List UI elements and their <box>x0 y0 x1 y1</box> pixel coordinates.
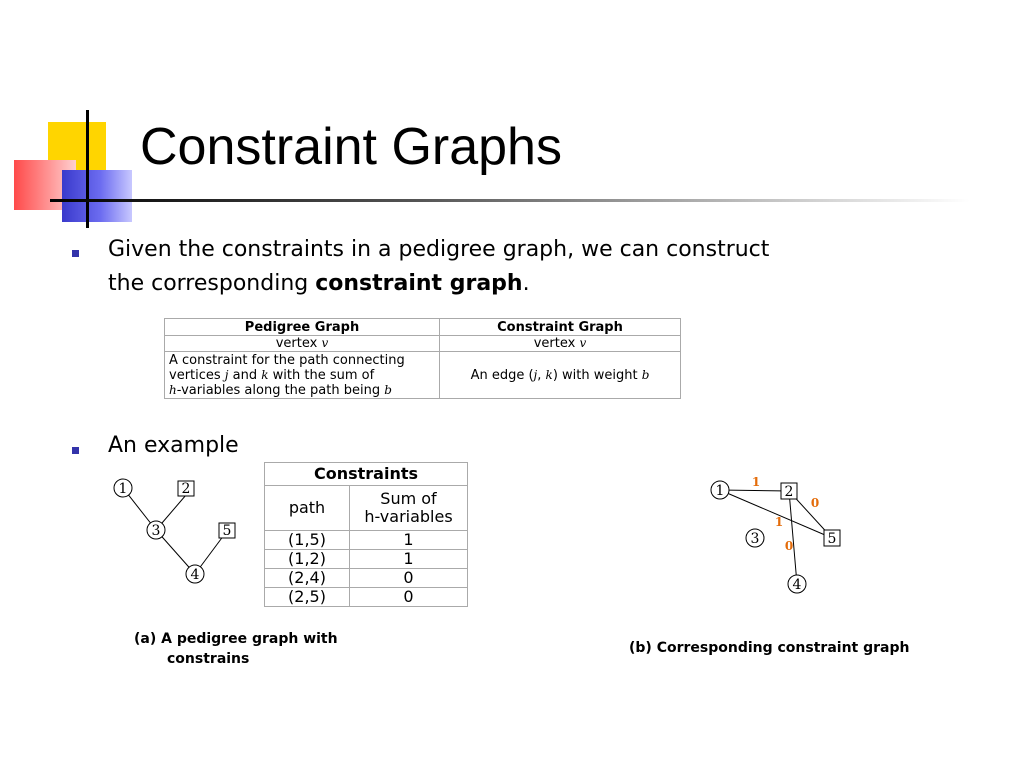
node-2-label: 2 <box>181 481 191 497</box>
path-cell: (2,4) <box>265 569 350 588</box>
cell-line <box>169 368 435 383</box>
var-b: b <box>384 382 392 397</box>
logo-blue-square <box>62 170 132 222</box>
var-j: j <box>533 367 538 382</box>
path-cell: (2,5) <box>265 588 350 607</box>
bullet-text-2: An example <box>108 433 239 458</box>
sum-cell: 0 <box>350 569 468 588</box>
relation-header-constraint: Constraint Graph <box>440 319 681 336</box>
node-3-label: 3 <box>750 531 760 547</box>
edge-label-1-5: 1 <box>774 515 784 529</box>
var-b: b <box>641 367 650 382</box>
bullet-1-suffix: . <box>522 271 530 296</box>
caption-a-line-2: constrains <box>167 651 250 667</box>
bullet-1-line-2 <box>108 267 769 301</box>
col-header-sum-line: Sum of <box>380 489 437 508</box>
relation-table <box>164 318 681 399</box>
pedigree-graph <box>100 472 250 592</box>
node-5-label: 5 <box>827 531 837 547</box>
caption-b: (b) Corresponding constraint graph <box>629 640 910 656</box>
caption-a-line-1: (a) A pedigree graph with <box>134 631 338 647</box>
node-4-label: 4 <box>792 577 802 593</box>
constraints-table <box>264 462 468 607</box>
edge-label-2-5: 0 <box>810 496 820 510</box>
node-3-label: 3 <box>151 523 161 539</box>
cell-text: and <box>228 367 262 383</box>
bullet-text-1 <box>108 233 769 301</box>
bullet-marker <box>72 447 79 454</box>
path-cell: (1,2) <box>265 550 350 569</box>
cell-line <box>169 383 435 398</box>
edge-label-2-4: 0 <box>784 539 794 553</box>
table-row <box>265 550 468 569</box>
sum-cell: 1 <box>350 550 468 569</box>
bullet-1-prefix: the corresponding <box>108 271 316 296</box>
table-row <box>265 588 468 607</box>
relation-cell <box>440 352 681 399</box>
node-1-label: 1 <box>118 481 128 497</box>
logo-vertical-line <box>86 110 89 228</box>
edge-1-2 <box>720 490 789 491</box>
bullet-1-bold: constraint graph <box>315 271 523 296</box>
cell-text: ) with weight <box>552 367 642 383</box>
var-h: h <box>169 382 177 397</box>
relation-cell <box>165 352 440 399</box>
cell-text: vertex <box>533 336 580 351</box>
var-v: v <box>579 336 587 350</box>
relation-cell <box>165 336 440 352</box>
cell-line: A constraint for the path connecting <box>169 352 405 368</box>
slide-title: Constraint Graphs <box>140 118 562 176</box>
cell-text: -variables along the path being <box>176 382 385 398</box>
var-k: k <box>261 367 269 382</box>
col-header-sum-line: h-variables <box>364 507 453 526</box>
bullet-1-line-1: Given the constraints in a pedigree graph, we can construct <box>108 237 770 262</box>
table-row <box>265 531 468 550</box>
sum-cell: 1 <box>350 531 468 550</box>
var-j: j <box>224 367 229 382</box>
relation-header-pedigree: Pedigree Graph <box>165 319 440 336</box>
var-v: v <box>321 336 329 350</box>
bullet-marker <box>72 250 79 257</box>
node-4-label: 4 <box>190 567 200 583</box>
node-2-label: 2 <box>784 484 794 500</box>
caption-a <box>134 629 338 669</box>
sum-cell: 0 <box>350 588 468 607</box>
col-header-sum <box>350 486 468 531</box>
cell-text: vertex <box>275 336 322 351</box>
title-underline <box>50 199 970 202</box>
col-header-path: path <box>265 486 350 531</box>
cell-text: An edge ( <box>470 367 534 383</box>
cell-text: vertices <box>169 367 225 383</box>
cell-text: with the sum of <box>268 367 375 383</box>
edge-2-4 <box>789 491 797 584</box>
edge-label-1-2: 1 <box>751 475 761 489</box>
constraints-title: Constraints <box>265 463 468 486</box>
node-5-label: 5 <box>222 523 232 539</box>
relation-cell <box>440 336 681 352</box>
constraint-graph <box>700 470 860 600</box>
table-row <box>265 569 468 588</box>
path-cell: (1,5) <box>265 531 350 550</box>
var-k: k <box>545 367 553 382</box>
cell-text: , <box>537 367 546 383</box>
node-1-label: 1 <box>715 483 725 499</box>
